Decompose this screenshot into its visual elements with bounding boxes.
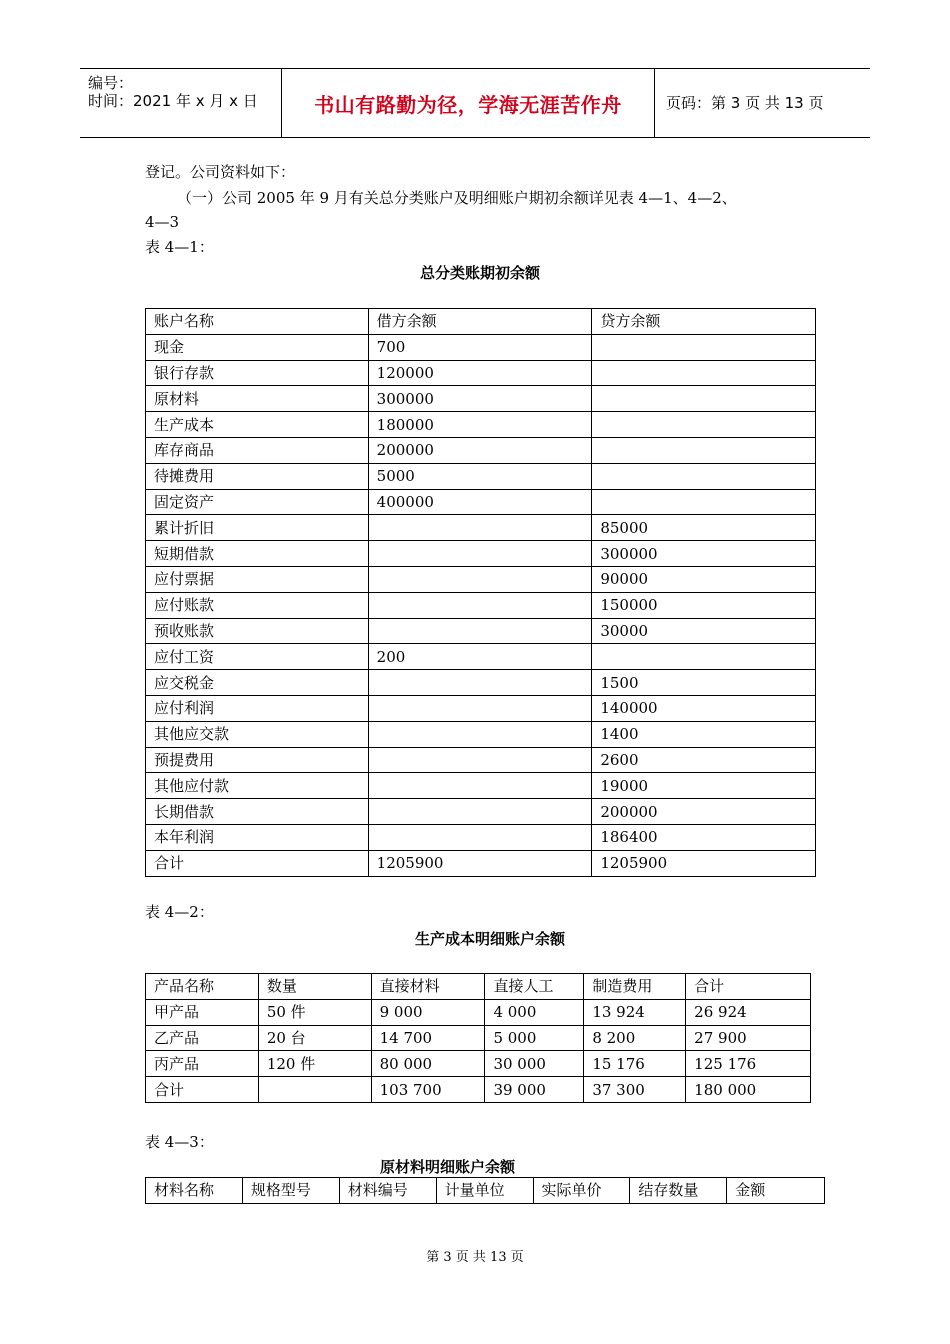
table-cell: 应付工资 (146, 644, 369, 670)
table-row (146, 670, 816, 696)
table1-title: 总分类账期初余额 (419, 264, 540, 282)
table-row (146, 695, 816, 721)
raw-material-table (145, 1177, 825, 1204)
table-row (146, 721, 816, 747)
table-cell: 1205900 (592, 850, 816, 876)
table-cell: 其他应付款 (146, 773, 369, 799)
table-cell: 400000 (368, 489, 592, 515)
table-cell: 27 900 (686, 1025, 811, 1051)
table-header-cell: 直接材料 (371, 974, 485, 1000)
table2-label: 表 4—2： (145, 903, 214, 921)
table-cell (592, 463, 816, 489)
table1-label: 表 4—1： (145, 238, 214, 256)
table-cell: 1500 (592, 670, 816, 696)
table-cell (368, 566, 592, 592)
table-row (146, 386, 816, 412)
table-cell (368, 670, 592, 696)
table-row (146, 644, 816, 670)
table-cell: 180 000 (686, 1077, 811, 1103)
table-header-cell: 贷方余额 (592, 309, 816, 335)
table-cell (368, 773, 592, 799)
table-cell: 乙产品 (146, 1025, 259, 1051)
motto: 书山有路勤为径，学海无涯苦作舟 (314, 92, 622, 117)
table-cell: 应交税金 (146, 670, 369, 696)
table3-label: 表 4—3： (145, 1133, 214, 1151)
table-cell: 丙产品 (146, 1051, 259, 1077)
table-cell: 14 700 (371, 1025, 485, 1051)
table-cell (368, 695, 592, 721)
table-cell: 120000 (368, 360, 592, 386)
table-row (146, 1077, 811, 1103)
table-row (146, 747, 816, 773)
table-header-cell: 实际单价 (533, 1178, 630, 1204)
intro-line-1: 登记。公司资料如下： (145, 163, 296, 181)
table-header-cell: 产品名称 (146, 974, 259, 1000)
table-header-cell: 借方余额 (368, 309, 592, 335)
table-cell: 8 200 (584, 1025, 686, 1051)
table-cell: 15 176 (584, 1051, 686, 1077)
table-cell: 5 000 (485, 1025, 584, 1051)
page-info: 页码：第 3 页 共 13 页 (666, 94, 824, 112)
table-row (146, 592, 816, 618)
table-header-cell: 直接人工 (485, 974, 584, 1000)
table-row (146, 773, 816, 799)
table-cell: 200000 (592, 799, 816, 825)
table-row (146, 1025, 811, 1051)
table-row (146, 489, 816, 515)
table-cell: 26 924 (686, 999, 811, 1025)
table-cell: 19000 (592, 773, 816, 799)
table-header-cell: 材料编号 (339, 1178, 436, 1204)
table-header-cell: 金额 (727, 1178, 825, 1204)
table-cell (368, 515, 592, 541)
table-cell: 4 000 (485, 999, 584, 1025)
table-row (146, 999, 811, 1025)
table-header-cell: 规格型号 (242, 1178, 339, 1204)
table-cell: 103 700 (371, 1077, 485, 1103)
table-cell: 应付账款 (146, 592, 369, 618)
general-ledger-table (145, 308, 816, 877)
table-row (146, 824, 816, 850)
table-cell: 本年利润 (146, 824, 369, 850)
table-header-row (146, 1178, 825, 1204)
table-cell: 合计 (146, 1077, 259, 1103)
table-cell: 120 件 (258, 1051, 371, 1077)
table-cell (592, 360, 816, 386)
table-cell: 现金 (146, 334, 369, 360)
table-cell: 累计折旧 (146, 515, 369, 541)
table-header-cell: 计量单位 (436, 1178, 533, 1204)
table-cell: 应付票据 (146, 566, 369, 592)
table-cell (368, 799, 592, 825)
table-header-cell: 合计 (686, 974, 811, 1000)
table-cell: 短期借款 (146, 541, 369, 567)
intro-line-2: （一）公司 2005 年 9 月有关总分类账户及明细账户期初余额详见表 4—1、4—2、 (177, 189, 737, 207)
table-cell: 37 300 (584, 1077, 686, 1103)
table-header-cell: 制造费用 (584, 974, 686, 1000)
table-cell: 生产成本 (146, 412, 369, 438)
table-row (146, 1051, 811, 1077)
table-cell: 39 000 (485, 1077, 584, 1103)
table-cell: 125 176 (686, 1051, 811, 1077)
production-cost-table (145, 973, 811, 1103)
table-cell: 原材料 (146, 386, 369, 412)
table-cell: 30 000 (485, 1051, 584, 1077)
table-cell: 85000 (592, 515, 816, 541)
table-cell: 300000 (592, 541, 816, 567)
table2-title: 生产成本明细账户余额 (414, 930, 565, 948)
page-footer: 第 3 页 共 13 页 (426, 1250, 524, 1265)
table-cell (592, 386, 816, 412)
table-row (146, 463, 816, 489)
table-cell: 700 (368, 334, 592, 360)
table-cell: 长期借款 (146, 799, 369, 825)
table-cell: 1205900 (368, 850, 592, 876)
table-cell (592, 489, 816, 515)
table-cell (258, 1077, 371, 1103)
table-row (146, 541, 816, 567)
table-row (146, 360, 816, 386)
table-cell: 80 000 (371, 1051, 485, 1077)
table3-title: 原材料明细账户余额 (379, 1158, 515, 1176)
table-cell: 20 台 (258, 1025, 371, 1051)
table-header-cell: 数量 (258, 974, 371, 1000)
table-cell (368, 592, 592, 618)
page-header (80, 68, 870, 138)
table-cell (592, 412, 816, 438)
table-cell: 待摊费用 (146, 463, 369, 489)
header-left (80, 69, 280, 137)
table-row (146, 412, 816, 438)
table-cell: 银行存款 (146, 360, 369, 386)
table-cell: 预提费用 (146, 747, 369, 773)
table-cell (368, 721, 592, 747)
table-cell (592, 644, 816, 670)
table-header-cell: 账户名称 (146, 309, 369, 335)
intro-line-3: 4—3 (145, 213, 180, 231)
table-cell (368, 618, 592, 644)
table-cell: 2600 (592, 747, 816, 773)
header-center (281, 69, 655, 137)
table-cell: 30000 (592, 618, 816, 644)
table-header-cell: 材料名称 (146, 1178, 243, 1204)
table-cell (368, 541, 592, 567)
serial-label: 编号： (88, 74, 134, 92)
table-header-cell: 结存数量 (630, 1178, 727, 1204)
table-row (146, 850, 816, 876)
table-cell (592, 437, 816, 463)
table-row (146, 566, 816, 592)
date-label: 时间：2021 年 x 月 x 日 (88, 92, 258, 110)
table-cell: 186400 (592, 824, 816, 850)
table-cell: 200000 (368, 437, 592, 463)
header-right (664, 69, 870, 137)
table-cell: 1400 (592, 721, 816, 747)
table-cell (592, 334, 816, 360)
table-cell: 50 件 (258, 999, 371, 1025)
table-header-row (146, 974, 811, 1000)
table-cell: 甲产品 (146, 999, 259, 1025)
table-cell: 300000 (368, 386, 592, 412)
table-cell (368, 747, 592, 773)
table-cell: 200 (368, 644, 592, 670)
table-row (146, 437, 816, 463)
table-cell: 13 924 (584, 999, 686, 1025)
table-cell: 180000 (368, 412, 592, 438)
table-cell: 库存商品 (146, 437, 369, 463)
table-row (146, 618, 816, 644)
table-cell: 140000 (592, 695, 816, 721)
table-cell: 9 000 (371, 999, 485, 1025)
table-cell (368, 824, 592, 850)
table-row (146, 515, 816, 541)
table-cell: 150000 (592, 592, 816, 618)
table-row (146, 334, 816, 360)
table-cell: 预收账款 (146, 618, 369, 644)
table-cell: 其他应交款 (146, 721, 369, 747)
table-cell: 5000 (368, 463, 592, 489)
table-cell: 应付利润 (146, 695, 369, 721)
table-cell: 合计 (146, 850, 369, 876)
table-header-row (146, 309, 816, 335)
table-row (146, 799, 816, 825)
table-cell: 固定资产 (146, 489, 369, 515)
table-cell: 90000 (592, 566, 816, 592)
